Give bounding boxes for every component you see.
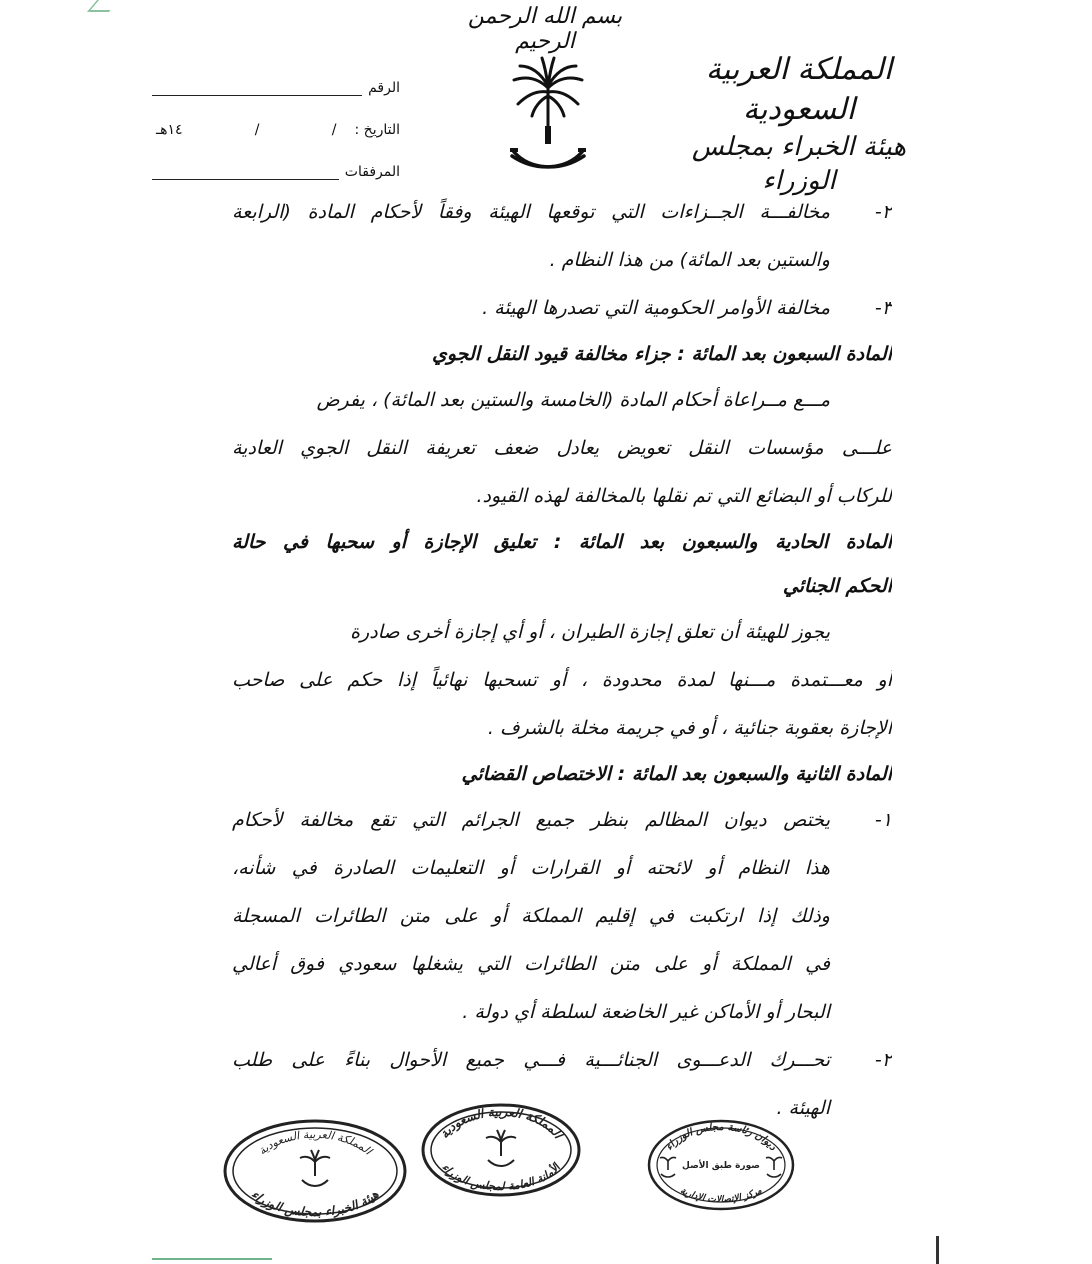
organization-header — [654, 50, 944, 198]
seal-middle-top: المملكة العربية السعودية — [437, 1104, 566, 1141]
text-line: البحار أو الأماكن غير الخاضعة لسلطة أي دولة . — [462, 1001, 830, 1023]
attachments-label: المرفقات — [344, 164, 400, 180]
number-row — [152, 54, 400, 96]
item-number: ١- — [874, 809, 892, 831]
footer-line — [152, 1258, 272, 1260]
seal-left-bottom: هيئة الخبراء بمجلس الوزراء — [248, 1187, 382, 1219]
item-number: ٣- — [874, 297, 892, 319]
org-line-2: هيئة الخبراء بمجلس الوزراء — [691, 132, 907, 196]
seal-palm-icon — [300, 1150, 330, 1186]
text-line: والستين بعد المائة) من هذا النظام . — [549, 249, 830, 271]
attachments-blank — [152, 169, 339, 180]
text-line: علـــى مؤسسات النقل تعويض يعادل ضعف تعريفة النقل الجوي العادية — [232, 437, 892, 459]
text-line: في المملكة أو على متن الطائرات التي يشغلها سعودي فوق أعالي — [232, 953, 830, 975]
item-number: ٢- — [874, 201, 892, 223]
text-line: وذلك إذا ارتكبت في إقليم المملكة أو على متن الطائرات المسجلة — [232, 905, 830, 927]
text-line: للركاب أو البضائع التي تم نقلها بالمخالفة لهذه القيود. — [476, 485, 892, 507]
text-line: الإجازة بعقوبة جنائية ، أو في جريمة مخلة بالشرف . — [487, 717, 892, 739]
date-label: التاريخ : — [354, 122, 400, 138]
date-suffix: ١٤هـ — [156, 122, 183, 138]
article-heading: المادة الحادية والسبعون بعد المائة : تعليق الإجازة أو سحبها في حالة — [232, 531, 892, 553]
text-line: أو معـــتمدة مـــنها لمدة محدودة ، أو تسحبها نهائياً إذا حكم على صاحب — [232, 669, 892, 691]
text-line: هذا النظام أو لائحته أو القرارات أو التعليمات الصادرة في شأنه، — [232, 857, 830, 879]
seal-middle-bottom: الأمانة العامة لمجلس الوزراء — [439, 1161, 563, 1194]
article-heading: المادة السبعون بعد المائة : جزاء مخالفة قيود النقل الجوي — [432, 343, 892, 365]
document-body — [232, 188, 892, 1132]
article-heading: المادة الثانية والسبعون بعد المائة : الاختصاص القضائي — [461, 763, 892, 785]
corner-mark — [87, 0, 119, 12]
number-blank — [152, 85, 362, 96]
text-line — [232, 796, 892, 844]
date-separator: / — [331, 122, 337, 138]
basmala: بسم الله الرحمن الرحيم — [467, 4, 623, 54]
seal-palm-icon — [486, 1130, 516, 1166]
text-line: مـــع مــراعاة أحكام المادة (الخامسة والستين بعد المائة) ، يفرض — [316, 389, 830, 411]
item-text: مخالفة الأوامر الحكومية التي تصدرها الهيئة . — [482, 297, 830, 319]
seal-right-center: صورة طبق الأصل — [682, 1161, 760, 1171]
attachments-row — [152, 138, 400, 180]
svg-text:المملكة العربية السعودية — [256, 1128, 376, 1159]
page-edge-mark — [936, 1236, 939, 1264]
experts-commission-seal — [222, 1118, 408, 1224]
date-slots — [152, 122, 336, 138]
org-line-1: المملكة العربية السعودية — [705, 52, 893, 127]
svg-text:مركز الإتصالات الإدارية — [678, 1186, 763, 1205]
seal-left-top: المملكة العربية السعودية — [255, 1127, 375, 1158]
item-text: مخالفـــة الجــزاءات التي توقعها الهيئة وفقاً لأحكام المادة (الرابعة — [232, 201, 830, 223]
document-meta — [152, 54, 400, 180]
item-number: ٢- — [874, 1049, 892, 1071]
seal-right-bottom: مركز الإتصالات الإدارية — [678, 1185, 764, 1206]
svg-text:ديوان رئاسة مجلس الوزراء — [664, 1122, 779, 1153]
number-label: الرقم — [368, 80, 400, 96]
palm-swords-emblem — [508, 56, 588, 180]
text-line — [232, 188, 892, 236]
text-line: الهيئة . — [776, 1097, 830, 1119]
cabinet-office-seal — [646, 1118, 796, 1212]
item-text: تحـــرك الدعـــوى الجنائـــية فـــي جميع الأحوال بناءً على طلب — [232, 1049, 830, 1071]
date-row — [152, 96, 400, 138]
article-heading: الحكم الجنائي — [782, 575, 892, 597]
text-line — [232, 284, 892, 332]
text-line: يجوز للهيئة أن تعلق إجازة الطيران ، أو أي إجازة أخرى صادرة — [350, 621, 830, 643]
text-line — [232, 1036, 892, 1084]
item-text: يختص ديوان المظالم بنظر جميع الجرائم التي تقع مخالفة لأحكام — [232, 809, 830, 831]
secretariat-seal — [420, 1102, 582, 1198]
date-separator: / — [254, 122, 260, 138]
seal-right-top: ديوان رئاسة مجلس الوزراء — [663, 1122, 779, 1153]
